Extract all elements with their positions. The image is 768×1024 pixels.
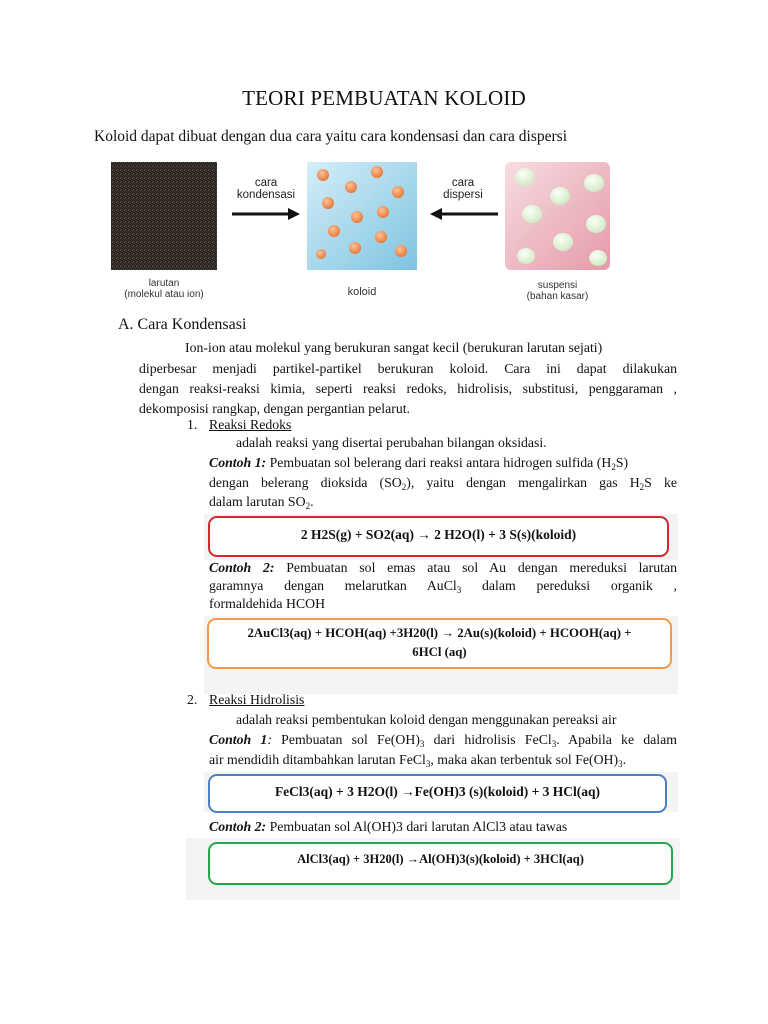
page-title: TEORI PEMBUATAN KOLOID	[242, 86, 526, 110]
item1-definition: adalah reaksi yang disertai perubahan bilangan oksidasi.	[236, 435, 547, 450]
arrow-dispersi-label: cara dispersi	[443, 177, 483, 201]
equation-2-box	[207, 618, 672, 669]
item1-heading: Reaksi Redoks	[209, 417, 292, 432]
section-a-para-line-3: dengan reaksi-reaksi kimia, seperti reaksi redoks, hidrolisis, substitusi, penggaraman ,	[139, 381, 677, 396]
section-a-heading: A. Cara Kondensasi	[118, 316, 247, 333]
item2-contoh2: Contoh 2: Pembuatan sol Al(OH)3 dari larutan AlCl3 atau tawas	[209, 819, 568, 834]
section-a-para-line-2: diperbesar menjadi partikel-partikel berukuran koloid. Cara ini dapat dilakukan	[139, 361, 677, 376]
item1-contoh1-line3: dalam larutan $SO_2$.	[209, 494, 314, 511]
suspensi-label: suspensi (bahan kasar)	[526, 280, 589, 302]
item2-contoh1-line1: Contoh 1: Pembuatan sol $Fe(OH)_3$ dari hidrolisis FeCl$_3$. Apabila ke dalam	[209, 732, 677, 749]
arrow-dispersi	[430, 208, 498, 220]
section-a-para-line-1: Ion-ion atau molekul yang berukuran sangat kecil (berukuran larutan sejati)	[185, 340, 603, 355]
intro-paragraph: Koloid dapat dibuat dengan dua cara yaitu cara kondensasi dan cara dispersi	[94, 128, 567, 145]
larutan-label: larutan (molekul atau ion)	[124, 278, 204, 300]
arrow-kondensasi	[232, 208, 300, 220]
section-a-para-line-4: dekomposisi rangkap, dengan pergantian pelarut.	[139, 401, 411, 416]
item2-definition: adalah reaksi pembentukan koloid dengan menggunakan pereaksi air	[236, 712, 617, 727]
equation-1: 2 H2S(g) + SO2(aq) → 2 H2O(l) + 3 S(s)(koloid)	[300, 527, 577, 542]
equation-2-line-1: 2AuCl3(aq) + HCOH(aq) +3H20(l) → 2Au(s)(koloid) + HCOOH(aq) +	[247, 626, 632, 640]
koloid-label: koloid	[347, 286, 377, 298]
item1-number: 1.	[187, 417, 198, 432]
larutan-square	[111, 162, 217, 270]
item2-contoh1-line2: air mendidih ditambahkan larutan FeCl$_3$, maka akan terbentuk sol $Fe(OH)_3$.	[209, 752, 627, 769]
equation-1-box	[208, 516, 669, 557]
colloid-diagram	[108, 158, 638, 308]
equation-4-box	[208, 842, 673, 885]
equation-3: FeCl3(aq) + 3 H2O(l) →Fe(OH)3 (s)(koloid) + 3 HCl(aq)	[274, 784, 601, 799]
item1-contoh2: Contoh 2: Pembuatan sol emas atau sol Au dengan mereduksi larutan garamnya dengan melarutkan AuCl$_3$ dalam pereduksi organik , formaldehida HCOH	[209, 560, 677, 611]
equation-4: AlCl3(aq) + 3H20(l) →Al(OH)3(s)(koloid) + 3HCl(aq)	[297, 852, 584, 866]
equation-2-line-2: 6HCl (aq)	[412, 645, 467, 659]
item2-number: 2.	[187, 692, 198, 707]
item2-heading: Reaksi Hidrolisis	[209, 692, 305, 707]
arrow-kondensasi-label: cara kondensasi	[236, 177, 296, 201]
item1-contoh1-line1: Contoh 1: Pembuatan sol belerang dari reaksi antara hidrogen sulfida $(H_2S)$	[209, 455, 629, 472]
equation-3-box	[208, 774, 667, 813]
item1-contoh1-line2: dengan belerang dioksida $(SO_2)$, yaitu dengan mengalirkan gas $H_2S$ ke	[209, 475, 677, 492]
